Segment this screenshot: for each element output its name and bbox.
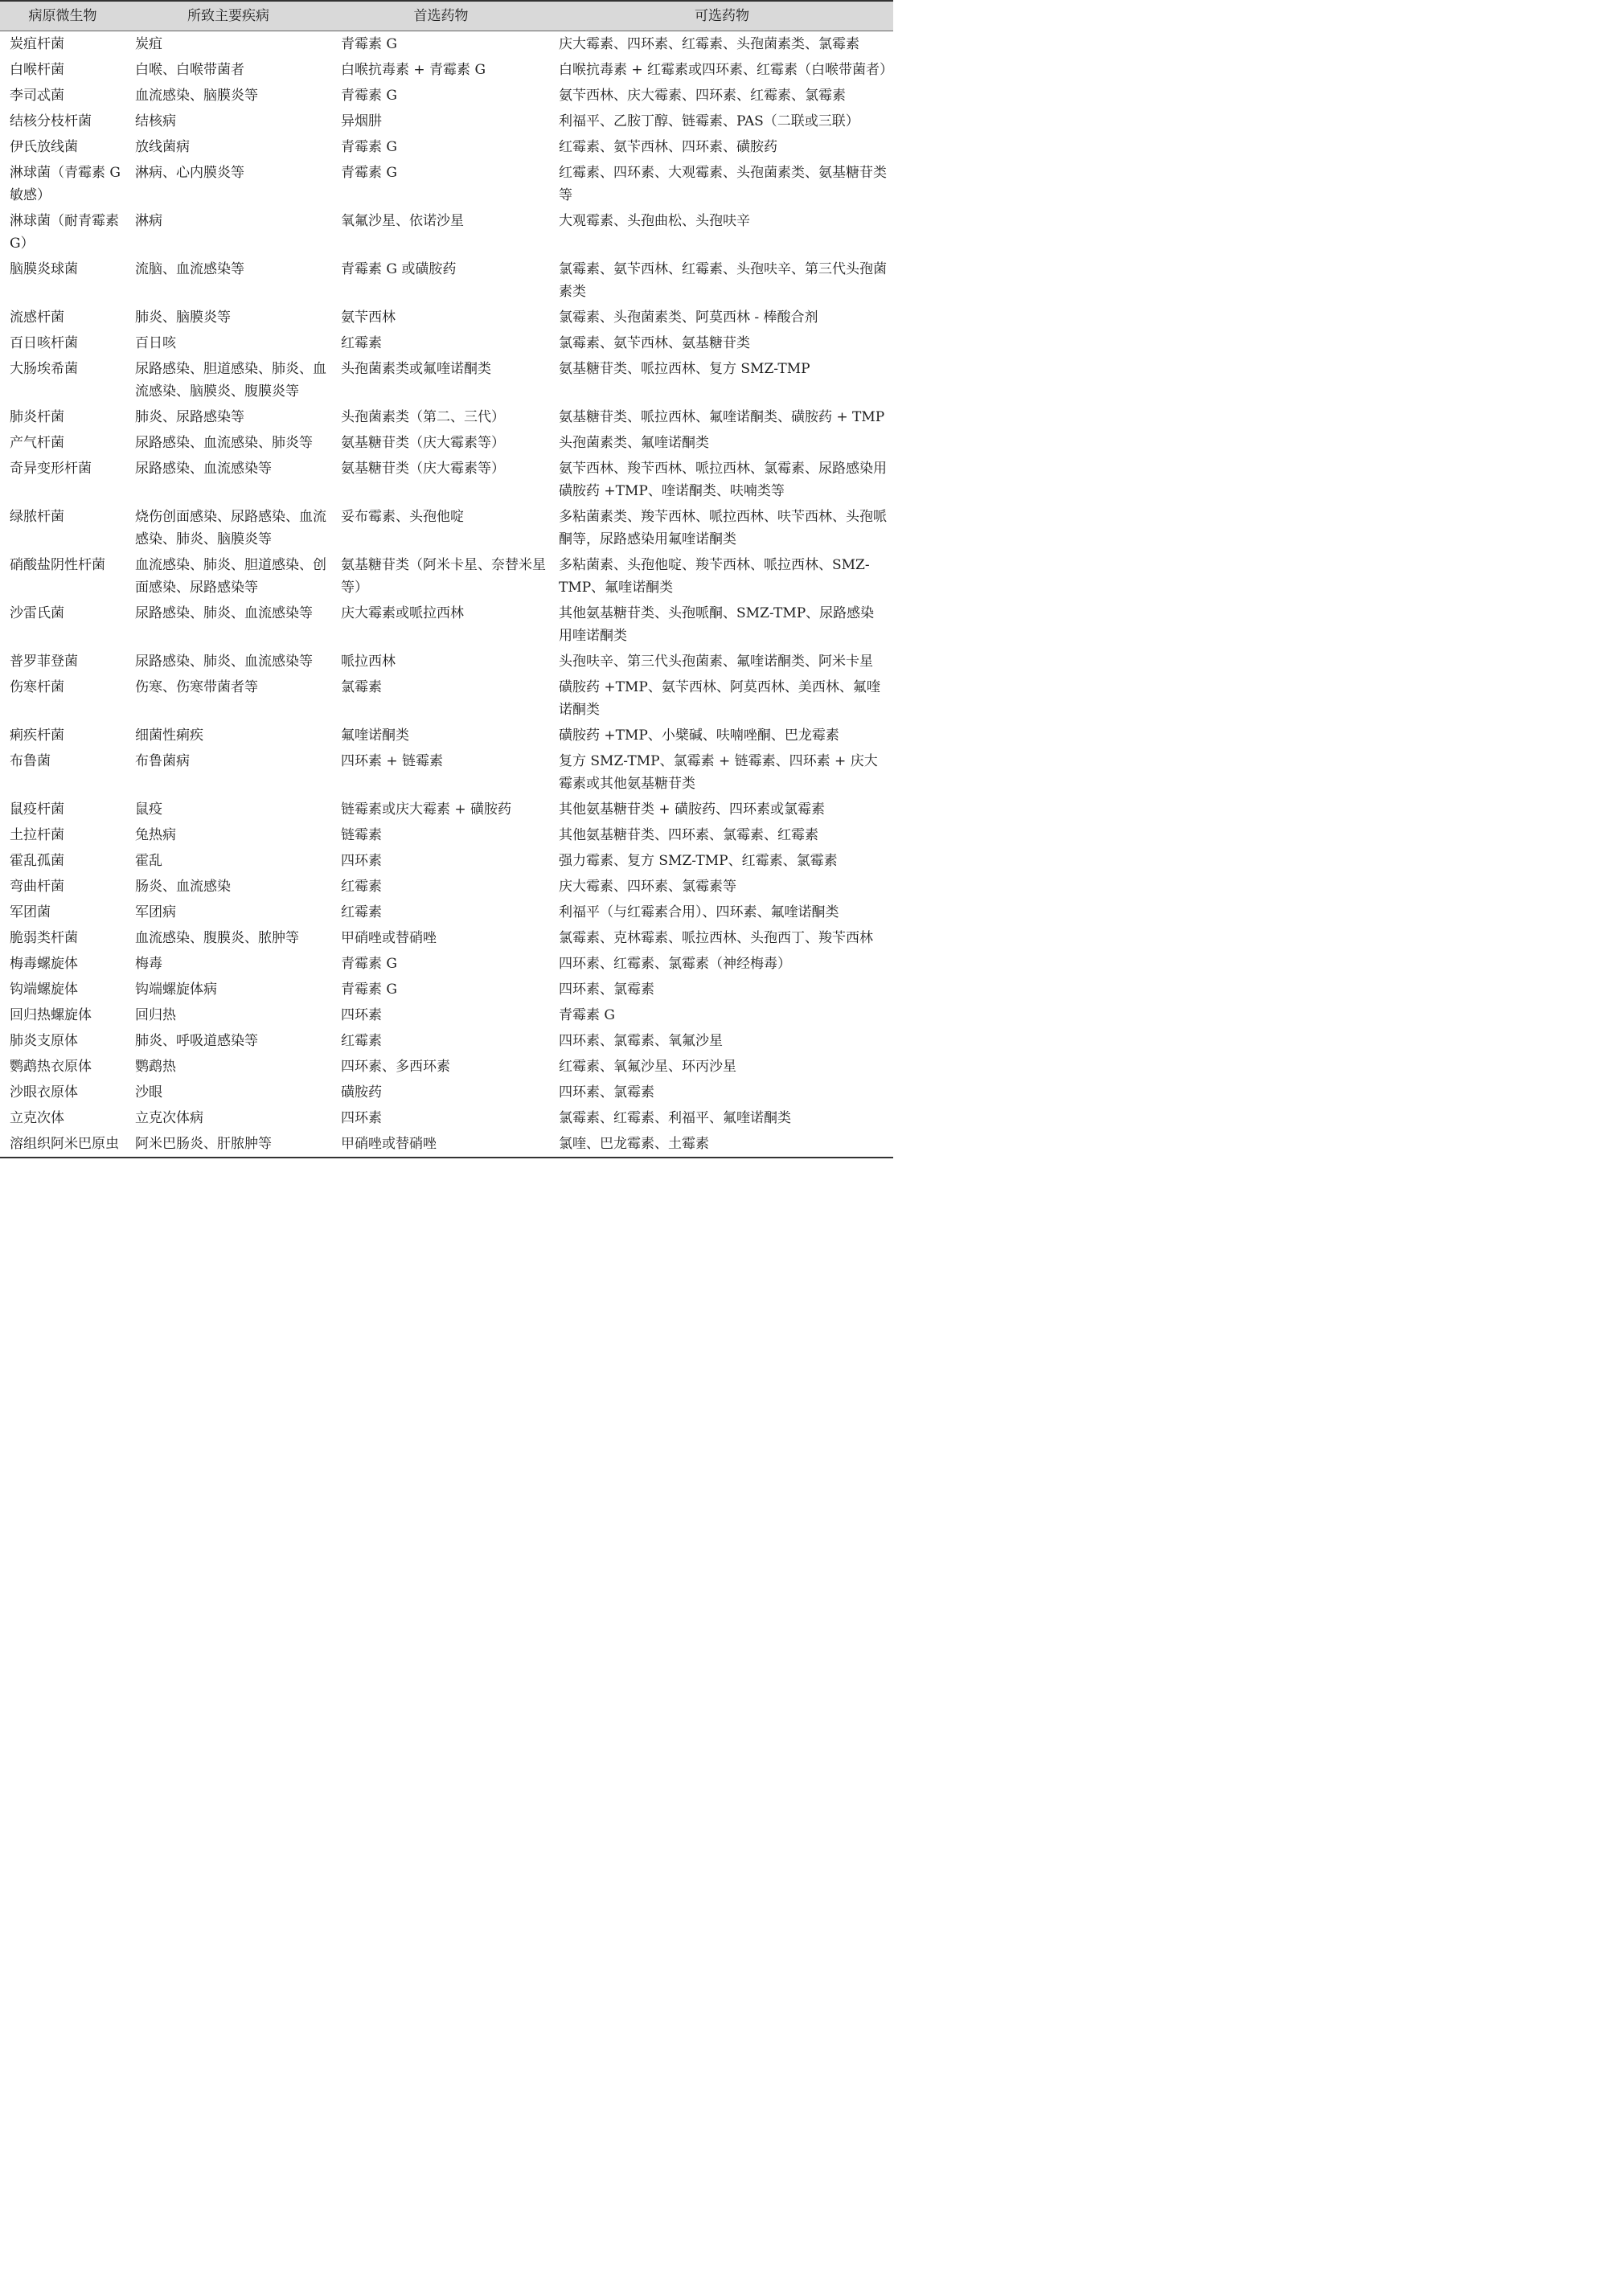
cell-pathogen: 炭疽杆菌 — [10, 36, 64, 52]
cell-alternatives: 磺胺药 +TMP、氨苄西林、阿莫西林、美西林、氟喹诺酮类 — [559, 679, 880, 718]
cell-first-choice: 链霉素 — [341, 827, 382, 843]
cell-pathogen: 立克次体 — [10, 1110, 64, 1126]
cell-alternatives: 氯霉素、氨苄西林、氨基糖苷类 — [559, 335, 750, 351]
cell-disease: 立克次体病 — [135, 1110, 203, 1126]
cell-pathogen: 布鲁菌 — [10, 753, 51, 769]
cell-disease: 兔热病 — [135, 827, 176, 843]
cell-disease: 军团病 — [135, 904, 176, 920]
table-row — [0, 504, 893, 552]
table-row — [0, 134, 893, 160]
table-row — [0, 900, 893, 925]
cell-disease: 肺炎、脑膜炎等 — [135, 309, 231, 326]
table-row — [0, 977, 893, 1002]
cell-alternatives: 氯霉素、氨苄西林、红霉素、头孢呋辛、第三代头孢菌素类 — [559, 261, 887, 300]
table-row — [0, 951, 893, 977]
cell-disease: 钩端螺旋体病 — [135, 982, 217, 998]
table-row — [0, 748, 893, 797]
cell-disease: 血流感染、脑膜炎等 — [135, 88, 258, 104]
cell-pathogen: 军团菌 — [10, 904, 51, 920]
cell-pathogen: 结核分枝杆菌 — [10, 113, 92, 129]
cell-pathogen: 霍乱孤菌 — [10, 853, 64, 869]
cell-pathogen: 脑膜炎球菌 — [10, 261, 78, 277]
table-row — [0, 723, 893, 748]
cell-disease: 肺炎、尿路感染等 — [135, 409, 244, 425]
header-disease: 所致主要疾病 — [125, 1, 331, 31]
cell-first-choice: 氧氟沙星、依诺沙星 — [341, 213, 464, 229]
cell-pathogen: 梅毒螺旋体 — [10, 956, 78, 972]
header-alternatives: 可选药物 — [551, 1, 893, 31]
cell-first-choice: 氨苄西林 — [341, 309, 396, 326]
cell-first-choice: 红霉素 — [341, 904, 382, 920]
table-row — [0, 1002, 893, 1028]
cell-pathogen: 沙雷氏菌 — [10, 605, 64, 621]
cell-alternatives: 利福平、乙胺丁醇、链霉素、PAS（二联或三联） — [559, 113, 859, 129]
cell-alternatives: 利福平（与红霉素合用）、四环素、氟喹诺酮类 — [559, 904, 839, 920]
cell-first-choice: 妥布霉素、头孢他啶 — [341, 509, 464, 525]
table-row — [0, 1131, 893, 1158]
cell-pathogen: 产气杆菌 — [10, 435, 64, 451]
cell-disease: 尿路感染、胆道感染、肺炎、血流感染、脑膜炎、腹膜炎等 — [135, 361, 326, 400]
cell-first-choice: 氯霉素 — [341, 679, 382, 695]
cell-disease: 炭疽 — [135, 36, 162, 52]
cell-alternatives: 氯霉素、克林霉素、哌拉西林、头孢西丁、羧苄西林 — [559, 930, 873, 946]
header-first-choice: 首选药物 — [331, 1, 551, 31]
cell-pathogen: 肺炎支原体 — [10, 1033, 78, 1049]
cell-alternatives: 氨基糖苷类、哌拉西林、复方 SMZ-TMP — [559, 361, 810, 377]
cell-first-choice: 青霉素 G — [341, 982, 397, 998]
cell-disease: 回归热 — [135, 1007, 176, 1023]
table-row — [0, 797, 893, 822]
table-row — [0, 822, 893, 848]
cell-alternatives: 四环素、红霉素、氯霉素（神经梅毒） — [559, 956, 791, 972]
cell-alternatives: 四环素、氯霉素、氧氟沙星 — [559, 1033, 723, 1049]
table-row — [0, 1080, 893, 1105]
cell-disease: 百日咳 — [135, 335, 176, 351]
cell-disease: 肺炎、呼吸道感染等 — [135, 1033, 258, 1049]
cell-disease: 霍乱 — [135, 853, 162, 869]
cell-first-choice: 四环素 — [341, 1007, 382, 1023]
cell-disease: 伤寒、伤寒带菌者等 — [135, 679, 258, 695]
cell-alternatives: 其他氨基糖苷类 + 磺胺药、四环素或氯霉素 — [559, 801, 826, 818]
table-row — [0, 1054, 893, 1080]
cell-disease: 沙眼 — [135, 1084, 162, 1100]
cell-alternatives: 红霉素、氨苄西林、四环素、磺胺药 — [559, 139, 777, 155]
cell-disease: 细菌性痢疾 — [135, 727, 203, 744]
cell-pathogen: 钩端螺旋体 — [10, 982, 78, 998]
cell-pathogen: 伊氏放线菌 — [10, 139, 78, 155]
table-row — [0, 552, 893, 600]
cell-pathogen: 普罗菲登菌 — [10, 654, 78, 670]
cell-alternatives: 氨基糖苷类、哌拉西林、氟喹诺酮类、磺胺药 + TMP — [559, 409, 885, 425]
cell-pathogen: 流感杆菌 — [10, 309, 64, 326]
cell-alternatives: 白喉抗毒素 + 红霉素或四环素、红霉素（白喉带菌者） — [559, 62, 894, 78]
table-row — [0, 57, 893, 83]
table-row — [0, 109, 893, 134]
cell-first-choice: 四环素 + 链霉素 — [341, 753, 444, 769]
cell-first-choice: 红霉素 — [341, 1033, 382, 1049]
document-page — [0, 0, 893, 1260]
cell-first-choice: 氨基糖苷类（庆大霉素等） — [341, 461, 505, 477]
cell-first-choice: 四环素 — [341, 853, 382, 869]
cell-alternatives: 大观霉素、头孢曲松、头孢呋辛 — [559, 213, 750, 229]
cell-pathogen: 痢疾杆菌 — [10, 727, 64, 744]
cell-pathogen: 淋球菌（青霉素 G 敏感） — [10, 165, 121, 203]
cell-alternatives: 庆大霉素、四环素、红霉素、头孢菌素类、氯霉素 — [559, 36, 859, 52]
cell-disease: 淋病 — [135, 213, 162, 229]
cell-disease: 尿路感染、肺炎、血流感染等 — [135, 654, 313, 670]
cell-first-choice: 异烟肼 — [341, 113, 382, 129]
cell-pathogen: 白喉杆菌 — [10, 62, 64, 78]
table-row — [0, 674, 893, 723]
cell-disease: 尿路感染、肺炎、血流感染等 — [135, 605, 313, 621]
table-row — [0, 83, 893, 109]
table-row — [0, 305, 893, 330]
cell-first-choice: 青霉素 G — [341, 88, 397, 104]
cell-disease: 梅毒 — [135, 956, 162, 972]
cell-disease: 鼠疫 — [135, 801, 162, 818]
cell-first-choice: 头孢菌素类或氟喹诺酮类 — [341, 361, 491, 377]
table-row — [0, 256, 893, 305]
cell-pathogen: 土拉杆菌 — [10, 827, 64, 843]
cell-pathogen: 硝酸盐阴性杆菌 — [10, 557, 105, 573]
cell-first-choice: 四环素、多西环素 — [341, 1059, 450, 1075]
cell-disease: 尿路感染、血流感染等 — [135, 461, 272, 477]
cell-first-choice: 青霉素 G — [341, 956, 397, 972]
cell-pathogen: 鼠疫杆菌 — [10, 801, 64, 818]
cell-pathogen: 弯曲杆菌 — [10, 879, 64, 895]
cell-disease: 淋病、心内膜炎等 — [135, 165, 244, 181]
cell-first-choice: 甲硝唑或替硝唑 — [331, 1131, 551, 1158]
header-row — [0, 1, 893, 31]
cell-alternatives: 氨苄西林、羧苄西林、哌拉西林、氯霉素、尿路感染用磺胺药 +TMP、喹诺酮类、呋喃类等 — [559, 461, 887, 499]
table-row — [0, 31, 893, 58]
cell-alternatives: 四环素、氯霉素 — [559, 1084, 654, 1100]
table-row — [0, 848, 893, 874]
cell-first-choice: 白喉抗毒素 + 青霉素 G — [341, 62, 486, 78]
cell-disease: 尿路感染、血流感染、肺炎等 — [135, 435, 313, 451]
cell-pathogen: 脆弱类杆菌 — [10, 930, 78, 946]
cell-first-choice: 庆大霉素或哌拉西林 — [341, 605, 464, 621]
cell-first-choice: 甲硝唑或替硝唑 — [341, 930, 437, 946]
cell-pathogen: 李司忒菌 — [10, 88, 64, 104]
cell-disease: 放线菌病 — [135, 139, 190, 155]
cell-first-choice: 青霉素 G — [341, 165, 397, 181]
cell-alternatives: 氯霉素、红霉素、利福平、氟喹诺酮类 — [559, 1110, 791, 1126]
cell-pathogen: 鹦鹉热衣原体 — [10, 1059, 92, 1075]
cell-first-choice: 青霉素 G — [341, 36, 397, 52]
cell-first-choice: 青霉素 G — [341, 139, 397, 155]
cell-disease: 布鲁菌病 — [135, 753, 190, 769]
cell-first-choice: 红霉素 — [341, 335, 382, 351]
cell-alternatives: 红霉素、四环素、大观霉素、头孢菌素类、氨基糖苷类等 — [559, 165, 887, 203]
table-row — [0, 925, 893, 951]
table-row — [0, 404, 893, 430]
cell-first-choice: 磺胺药 — [341, 1084, 382, 1100]
table-header — [0, 1, 893, 31]
cell-alternatives: 复方 SMZ-TMP、氯霉素 + 链霉素、四环素 + 庆大霉素或其他氨基糖苷类 — [559, 753, 878, 792]
table-row — [0, 1028, 893, 1054]
cell-alternatives: 红霉素、氧氟沙星、环丙沙星 — [559, 1059, 736, 1075]
table-row — [0, 356, 893, 404]
cell-first-choice: 头孢菌素类（第二、三代） — [341, 409, 505, 425]
cell-pathogen: 回归热螺旋体 — [10, 1007, 92, 1023]
cell-first-choice: 氨基糖苷类（阿米卡星、奈替米星等） — [341, 557, 546, 596]
cell-alternatives: 头孢菌素类、氟喹诺酮类 — [559, 435, 709, 451]
table-row — [0, 456, 893, 504]
table-row — [0, 330, 893, 356]
cell-alternatives: 强力霉素、复方 SMZ-TMP、红霉素、氯霉素 — [559, 853, 838, 869]
cell-pathogen: 淋球菌（耐青霉素 G） — [10, 213, 119, 252]
cell-disease: 阿米巴肠炎、肝脓肿等 — [125, 1131, 331, 1158]
cell-disease: 结核病 — [135, 113, 176, 129]
cell-alternatives: 头孢呋辛、第三代头孢菌素、氟喹诺酮类、阿米卡星 — [559, 654, 873, 670]
cell-pathogen: 伤寒杆菌 — [10, 679, 64, 695]
cell-pathogen: 奇异变形杆菌 — [10, 461, 92, 477]
table-body — [0, 31, 893, 1158]
cell-alternatives: 其他氨基糖苷类、四环素、氯霉素、红霉素 — [559, 827, 818, 843]
cell-first-choice: 氟喹诺酮类 — [341, 727, 409, 744]
table-row — [0, 160, 893, 208]
antimicrobial-drug-table — [0, 0, 893, 1158]
cell-alternatives: 青霉素 G — [559, 1007, 615, 1023]
cell-alternatives: 多粘菌素、头孢他啶、羧苄西林、哌拉西林、SMZ-TMP、氟喹诺酮类 — [559, 557, 870, 596]
table-row — [0, 430, 893, 456]
cell-pathogen: 绿脓杆菌 — [10, 509, 64, 525]
header-pathogen: 病原微生物 — [0, 1, 125, 31]
table-row — [0, 874, 893, 900]
cell-alternatives: 磺胺药 +TMP、小檗碱、呋喃唑酮、巴龙霉素 — [559, 727, 839, 744]
cell-disease: 鹦鹉热 — [135, 1059, 176, 1075]
cell-disease: 烧伤创面感染、尿路感染、血流感染、肺炎、脑膜炎等 — [135, 509, 326, 547]
table-row — [0, 649, 893, 674]
table-row — [0, 600, 893, 649]
cell-alternatives: 氯霉素、头孢菌素类、阿莫西林 - 棒酸合剂 — [559, 309, 818, 326]
cell-disease: 白喉、白喉带菌者 — [135, 62, 244, 78]
cell-disease: 流脑、血流感染等 — [135, 261, 244, 277]
cell-first-choice: 氨基糖苷类（庆大霉素等） — [341, 435, 505, 451]
cell-disease: 血流感染、腹膜炎、脓肿等 — [135, 930, 299, 946]
cell-disease: 血流感染、肺炎、胆道感染、创面感染、尿路感染等 — [135, 557, 326, 596]
cell-first-choice: 四环素 — [341, 1110, 382, 1126]
cell-first-choice: 哌拉西林 — [341, 654, 396, 670]
cell-alternatives: 氯喹、巴龙霉素、土霉素 — [551, 1131, 893, 1158]
cell-pathogen: 沙眼衣原体 — [10, 1084, 78, 1100]
cell-pathogen: 大肠埃希菌 — [10, 361, 78, 377]
cell-alternatives: 四环素、氯霉素 — [559, 982, 654, 998]
cell-first-choice: 链霉素或庆大霉素 + 磺胺药 — [341, 801, 512, 818]
cell-pathogen: 溶组织阿米巴原虫 — [0, 1131, 125, 1158]
cell-alternatives: 庆大霉素、四环素、氯霉素等 — [559, 879, 736, 895]
cell-alternatives: 多粘菌素类、羧苄西林、哌拉西林、呋苄西林、头孢哌酮等，尿路感染用氟喹诺酮类 — [559, 509, 887, 547]
cell-first-choice: 青霉素 G 或磺胺药 — [341, 261, 457, 277]
cell-alternatives: 其他氨基糖苷类、头孢哌酮、SMZ-TMP、尿路感染用喹诺酮类 — [559, 605, 875, 644]
table-row — [0, 208, 893, 256]
cell-first-choice: 红霉素 — [341, 879, 382, 895]
cell-alternatives: 氨苄西林、庆大霉素、四环素、红霉素、氯霉素 — [559, 88, 846, 104]
cell-disease: 肠炎、血流感染 — [135, 879, 231, 895]
table-row — [0, 1105, 893, 1131]
cell-pathogen: 肺炎杆菌 — [10, 409, 64, 425]
cell-pathogen: 百日咳杆菌 — [10, 335, 78, 351]
